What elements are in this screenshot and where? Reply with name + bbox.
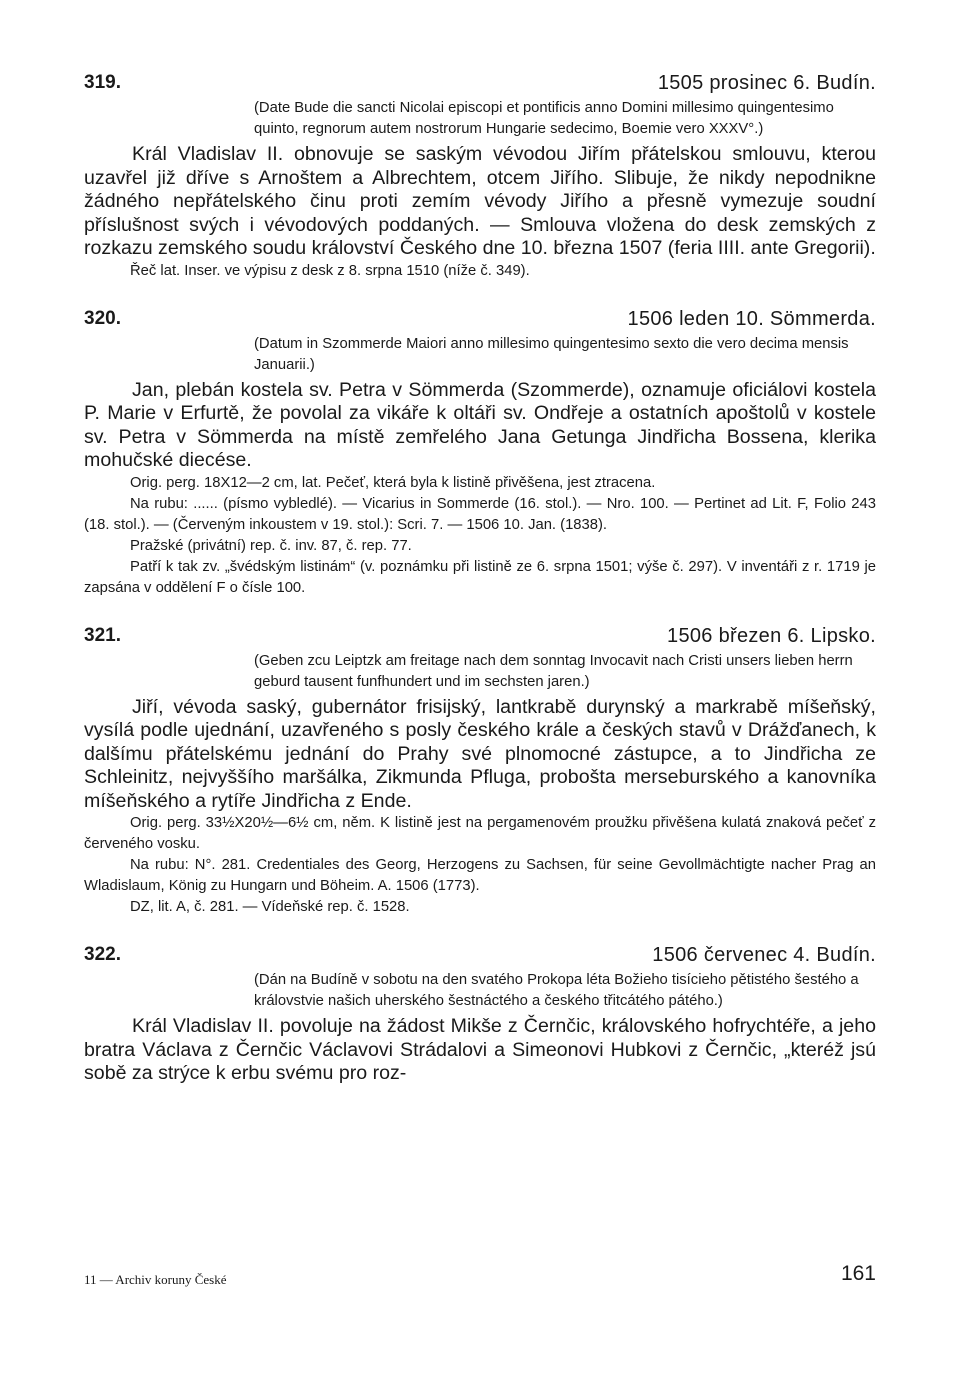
latin-dating-clause: (Geben zcu Leiptzk am freitage nach dem sonntag Invocavit nach Cristi unsers lieben herrn geburd tausent funfhundert und im sechsten jaren.) (254, 652, 853, 690)
page-number: 161 (840, 1262, 876, 1285)
latin-dating-clause: (Date Bude die sancti Nicolai episcopi et pontificis anno Domini millesimo quingentesimo quinto, regnorum autem nostrorum Hungarie sedecimo, Boemie vero XXXV°.) (254, 100, 834, 137)
regest-text: Jan, plebán kostela sv. Petra v Sömmerda (Szommerde), oznamuje oficiálovi kostela P. Marie v Erfurtě, že povolal za vikáře k oltáři sv. Ondřeje a ostatních apoštolů v kostele sv. Petra v Sömmerda na místě zemřelého Jana Getunga Jindřicha Bossena, klerika mohučské diecése. (84, 378, 876, 471)
entry-319 (84, 72, 876, 282)
entry-320 (84, 308, 876, 599)
entry-number: 321. (84, 624, 121, 646)
entry-header (84, 308, 876, 334)
entry-date: 1506 leden 10. Sömmerda. (627, 307, 876, 330)
entry-322 (84, 944, 876, 1086)
note-line: Orig. perg. 33½X20½—6½ cm, něm. K listině jest na pergamenovém proužku přivěšena kulatá znaková pečeť z červeného vosku. (84, 815, 876, 852)
note-line: Na rubu: ...... (písmo vybledlé). — Vicarius in Sommerde (16. stol.). — Nro. 100. — Pertinet ad Lit. F, Folio 243 (18. stol.). — (Červeným inkoustem v 19. stol.): Scri. 7. — 1506 10. Jan. (1838). (84, 495, 876, 533)
note-line: Patří k tak zv. „švédským listinám“ (v. poznámku při listině ze 6. srpna 1501; výše č. 297). V inventáři z r. 1719 je zapsána v oddělení F o čísle 100. (84, 558, 876, 596)
entry-date: 1506 březen 6. Lipsko. (667, 624, 876, 647)
entry-header (84, 625, 876, 651)
entry-header (84, 944, 876, 970)
note-line: DZ, lit. A, č. 281. — Vídeňské rep. č. 1528. (130, 899, 410, 915)
entry-number: 319. (84, 72, 121, 93)
entry-number: 320. (84, 307, 121, 329)
note-line: Pražské (privátní) rep. č. inv. 87, č. rep. 77. (130, 537, 412, 554)
note-line: Řeč lat. Inser. ve výpisu z desk z 8. srpna 1510 (níže č. 349). (130, 262, 530, 279)
regest-text: Král Vladislav II. povoluje na žádost Mikše z Černčic, královského hofrychtéře, a jeho bratra Václava z Černčic Václavovi Strádalovi a Simeonovi Hubkovi z Černčic, „kteréž jsú sobě za strýce k erbu svému pro roz- (84, 1015, 876, 1084)
signature-mark: 11 — Archiv koruny České (84, 1272, 227, 1287)
regest-text: Král Vladislav II. obnovuje se saským vévodou Jiřím přátelskou smlouvu, kterou uzavřel již dříve s Arnoštem a Albrechtem, otcem Jiřího. Slibuje, že nikdy nepodnikne žádného nepřátelského činu proti zemím vévody Jiřího a přesně vymezuje soudní příslušnost svých i vévodových poddaných. — Smlouva vložena do desk zemských z rozkazu zemského soudu království Českého dne 10. března 1507 (feria IIII. ante Gregorii). (84, 143, 876, 259)
note-line: Orig. perg. 18X12—2 cm, lat. Pečeť, která byla k listině přivěšena, jest ztracena. (130, 474, 656, 491)
entry-date: 1505 prosinec 6. Budín. (657, 72, 876, 94)
entry-date: 1506 červenec 4. Budín. (652, 944, 876, 966)
latin-dating-clause: (Datum in Szommerde Maiori anno millesimo quingentesimo sexto die vero decima mensis Januarii.) (254, 335, 849, 373)
latin-dating-clause: (Dán na Budíně v sobotu na den svatého Prokopa léta Božieho tisícieho pětistého šestého a královstvie našich uherského šestnáctého a českého třitcátého pátého.) (254, 972, 859, 1009)
regest-text: Jiří, vévoda saský, gubernátor frisijský, lantkrabě durynský a markrabě míšeňský, vysílá podle ujednání, uzavřeného s posly českého krále a českých stavů v Drážďanech, k dalšímu přátelskému jednání do Prahy své plnomocné zástupce, a to Jindřicha ze Schleinitz, nejvyššího maršálka, Zikmunda Pfluga, probošta merseburského a kanovníka míšeňského a rytíře Jindřicha z Ende. (84, 695, 876, 812)
entry-number: 322. (84, 944, 121, 965)
note-line: Na rubu: N°. 281. Credentiales des Georg, Herzogens zu Sachsen, für seine Gevollmächtigte nacher Prag an Wladislaum, König zu Hungarn und Böheim. A. 1506 (1773). (84, 857, 876, 894)
page-content (84, 72, 876, 1086)
page-footer (84, 1262, 876, 1292)
entry-header (84, 72, 876, 98)
entry-321 (84, 625, 876, 919)
